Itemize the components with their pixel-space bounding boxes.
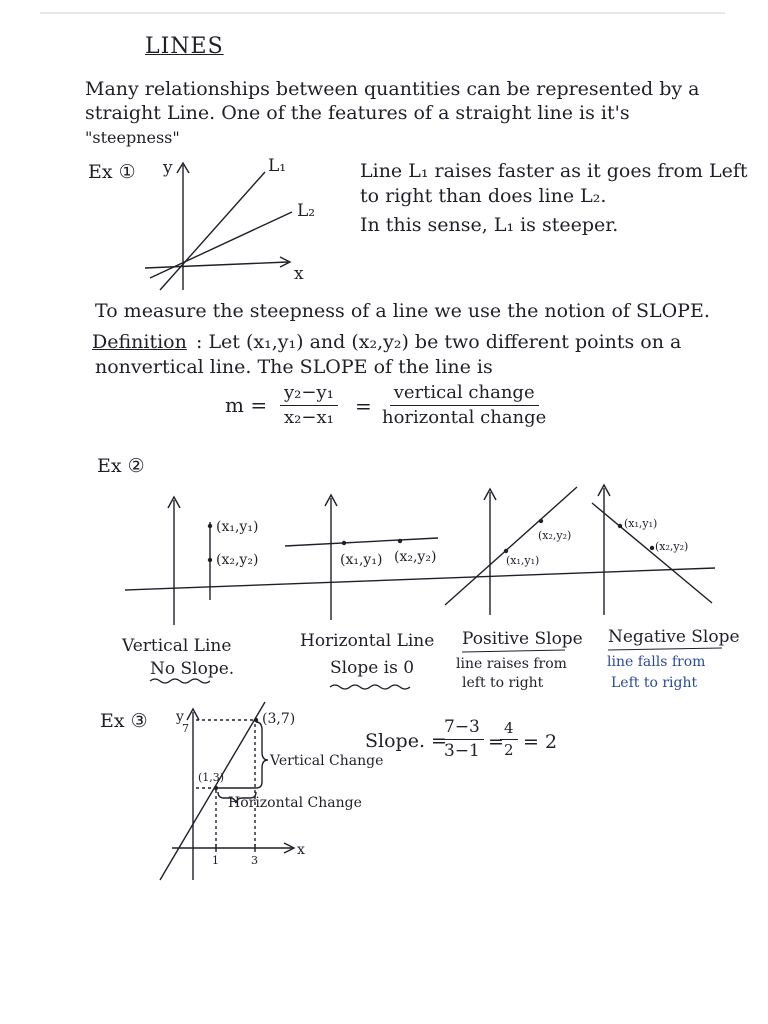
ex2-vertical-point-2 <box>208 558 212 562</box>
ex2-negative-desc-2: Left to right <box>611 675 698 691</box>
ex3-point-a-label: (1,3) <box>198 771 225 784</box>
definition-line-2: nonvertical line. The SLOPE of the line is <box>95 356 493 378</box>
ex3-point-b-label: (3,7) <box>262 711 296 727</box>
ex3-y-label: y <box>176 709 184 725</box>
ex2-horizontal-line <box>285 538 438 546</box>
ex2-horizontal-p1: (x₁,y₁) <box>340 552 383 568</box>
ex3-vertical-change-label: Vertical Change <box>270 753 384 769</box>
slope-numerator: y₂−y₁ <box>280 383 338 406</box>
ex1-text-2: to right than does line L₂. <box>360 185 607 207</box>
ex2-negative-panel <box>592 485 712 615</box>
ex2-vertical-title: Vertical Line <box>122 636 232 656</box>
ex1-graph <box>145 163 292 290</box>
ex2-horizontal-p2: (x₂,y₂) <box>394 549 437 565</box>
ex3-graph <box>160 702 294 880</box>
ex2-vertical-p1: (x₁,y₁) <box>216 519 259 535</box>
ex1-l2-label: L₂ <box>297 201 316 221</box>
ex2-positive-line <box>445 487 577 605</box>
ex1-tag: Ex ① <box>88 161 136 183</box>
ex3-result: = 2 <box>523 731 558 753</box>
ex1-text-3: In this sense, L₁ is steeper. <box>360 214 619 236</box>
slope-m: m = <box>225 393 268 417</box>
slope-denominator: x₂−x₁ <box>284 406 334 428</box>
ex3-horizontal-change-label: Horizontal Change <box>228 795 362 811</box>
ex3-point-a <box>214 786 218 790</box>
ex2-positive-desc-1: line raises from <box>456 656 567 672</box>
horizontal-change-text: horizontal change <box>382 406 547 428</box>
definition-label: Definition <box>92 331 187 353</box>
ex3-fraction-2 <box>500 720 518 758</box>
underline-negative <box>608 648 722 650</box>
ex1-l1-label: L₁ <box>268 156 287 176</box>
ex3-x-label: x <box>297 842 305 858</box>
underline-positive <box>462 650 565 652</box>
ex3-fraction-2-num: 4 <box>500 720 518 740</box>
ex2-negative-p2: (x₂,y₂) <box>655 540 689 553</box>
page-title: LINES <box>145 34 224 59</box>
ex3-tick-3-label: 3 <box>251 854 258 867</box>
ex2-negative-p1: (x₁,y₁) <box>624 517 658 530</box>
ex2-horizontal-title: Horizontal Line <box>300 631 435 651</box>
vertical-change-text: vertical change <box>390 383 539 406</box>
ex2-positive-title: Positive Slope <box>462 629 583 649</box>
ex3-equals-1: = <box>488 731 504 753</box>
intro-line-3: "steepness" <box>85 128 180 147</box>
definition-line-1: : Let (x₁,y₁) and (x₂,y₂) be two different points on a <box>196 331 682 353</box>
ex3-tick-1-label: 1 <box>212 854 219 867</box>
ex2-negative-desc-1: line falls from <box>607 654 706 670</box>
ex2-vertical-point-1 <box>208 524 212 528</box>
ex2-vertical-desc: No Slope. <box>150 659 235 679</box>
ex2-positive-point-1 <box>504 549 508 553</box>
ex2-negative-point-2 <box>650 546 654 550</box>
ex2-positive-p2: (x₂,y₂) <box>538 529 572 542</box>
change-fraction <box>378 383 550 428</box>
ex1-y-label: y <box>163 158 173 178</box>
ex2-negative-title: Negative Slope <box>608 627 740 647</box>
ex2-horizontal-point-1 <box>342 541 346 545</box>
ex2-positive-desc-2: left to right <box>462 675 544 691</box>
squiggle-horizontal <box>330 685 410 689</box>
ex3-slope-label: Slope. = <box>365 730 447 752</box>
ex3-fraction-1-num: 7−3 <box>440 718 484 740</box>
ex3-fraction-2-den: 2 <box>504 740 514 759</box>
slope-equals: = <box>355 394 372 418</box>
ex3-fraction-1 <box>440 718 484 760</box>
ex1-line-l1 <box>160 172 265 290</box>
ex2-x-axis <box>125 568 715 590</box>
ex3-fraction-1-den: 3−1 <box>444 740 480 761</box>
ex1-x-axis <box>145 262 288 268</box>
ex1-text-1: Line L₁ raises faster as it goes from Left <box>360 160 748 182</box>
ex2-positive-point-2 <box>539 519 543 523</box>
ex3-y-tick: 7 <box>182 722 189 735</box>
ex2-vertical-p2: (x₂,y₂) <box>216 552 259 568</box>
ex2-positive-p1: (x₁,y₁) <box>506 554 540 567</box>
squiggle-vertical <box>150 679 210 683</box>
measure-text: To measure the steepness of a line we use the notion of SLOPE. <box>95 300 710 322</box>
intro-line-1: Many relationships between quantities can be represented by a <box>85 78 700 100</box>
slope-fraction <box>280 383 338 428</box>
ex2-vertical-panel <box>168 497 212 625</box>
intro-line-2: straight Line. One of the features of a straight line is it's <box>85 102 630 124</box>
ex1-x-label: x <box>294 264 304 284</box>
ex2-tag: Ex ② <box>97 455 145 477</box>
ex3-tag: Ex ③ <box>100 710 148 732</box>
ex3-point-b <box>254 718 258 722</box>
ex2-horizontal-desc: Slope is 0 <box>330 658 415 678</box>
ex2-negative-point-1 <box>618 524 622 528</box>
ex2-horizontal-point-2 <box>398 539 402 543</box>
ex3-vertical-brace <box>256 722 268 788</box>
ex2-positive-panel <box>445 487 577 615</box>
